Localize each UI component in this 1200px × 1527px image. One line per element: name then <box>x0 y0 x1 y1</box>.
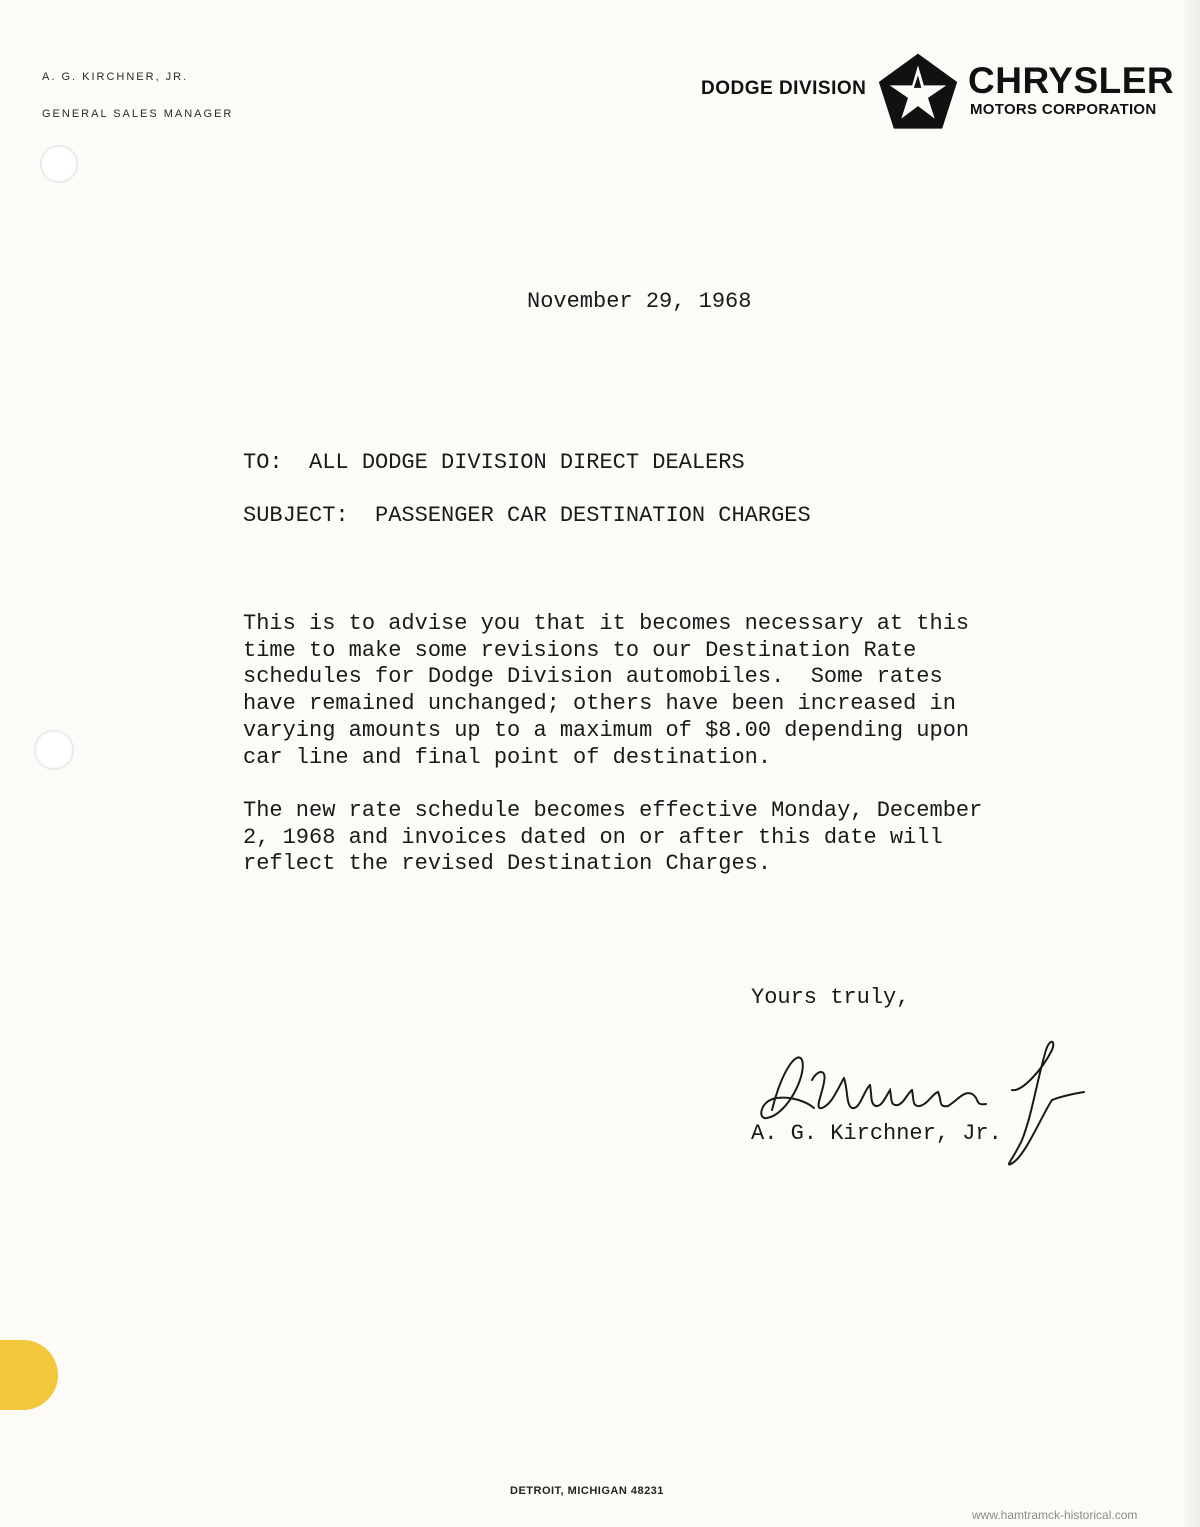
watermark: www.hamtramck-historical.com <box>972 1508 1138 1522</box>
punch-hole <box>40 145 78 183</box>
punch-hole <box>34 730 74 770</box>
sender-name: A. G. KIRCHNER, JR. <box>42 71 189 83</box>
signature <box>752 1030 1132 1180</box>
letter-date: November 29, 1968 <box>527 289 752 314</box>
footer-address: DETROIT, MICHIGAN 48231 <box>510 1485 664 1497</box>
signatory-name: A. G. Kirchner, Jr. <box>751 1121 1002 1146</box>
closing: Yours truly, <box>751 985 910 1010</box>
page-edge <box>1180 0 1200 1527</box>
division-name: DODGE DIVISION <box>701 78 867 99</box>
body-paragraph: This is to advise you that it becomes necessary at this time to make some revisions to our Destination Rate schedules for Dodge Division automobiles. Some rates have remained unchanged; others have been increased in varying amounts up to a maximum of $8.00 depending upon car line and final point of destination. <box>243 611 970 770</box>
body-paragraph: The new rate schedule becomes effective Monday, December 2, 1968 and invoices dated on or after this date will reflect the revised Destination Charges. <box>243 798 983 877</box>
paper-tab <box>0 1340 58 1410</box>
subject-line: SUBJECT: PASSENGER CAR DESTINATION CHARGES <box>243 503 811 528</box>
brand-subtitle: MOTORS CORPORATION <box>970 101 1157 118</box>
brand-name: CHRYSLER <box>968 60 1175 101</box>
sender-title: GENERAL SALES MANAGER <box>42 108 234 120</box>
pentastar-icon <box>876 52 960 132</box>
to-line: TO: ALL DODGE DIVISION DIRECT DEALERS <box>243 450 745 475</box>
